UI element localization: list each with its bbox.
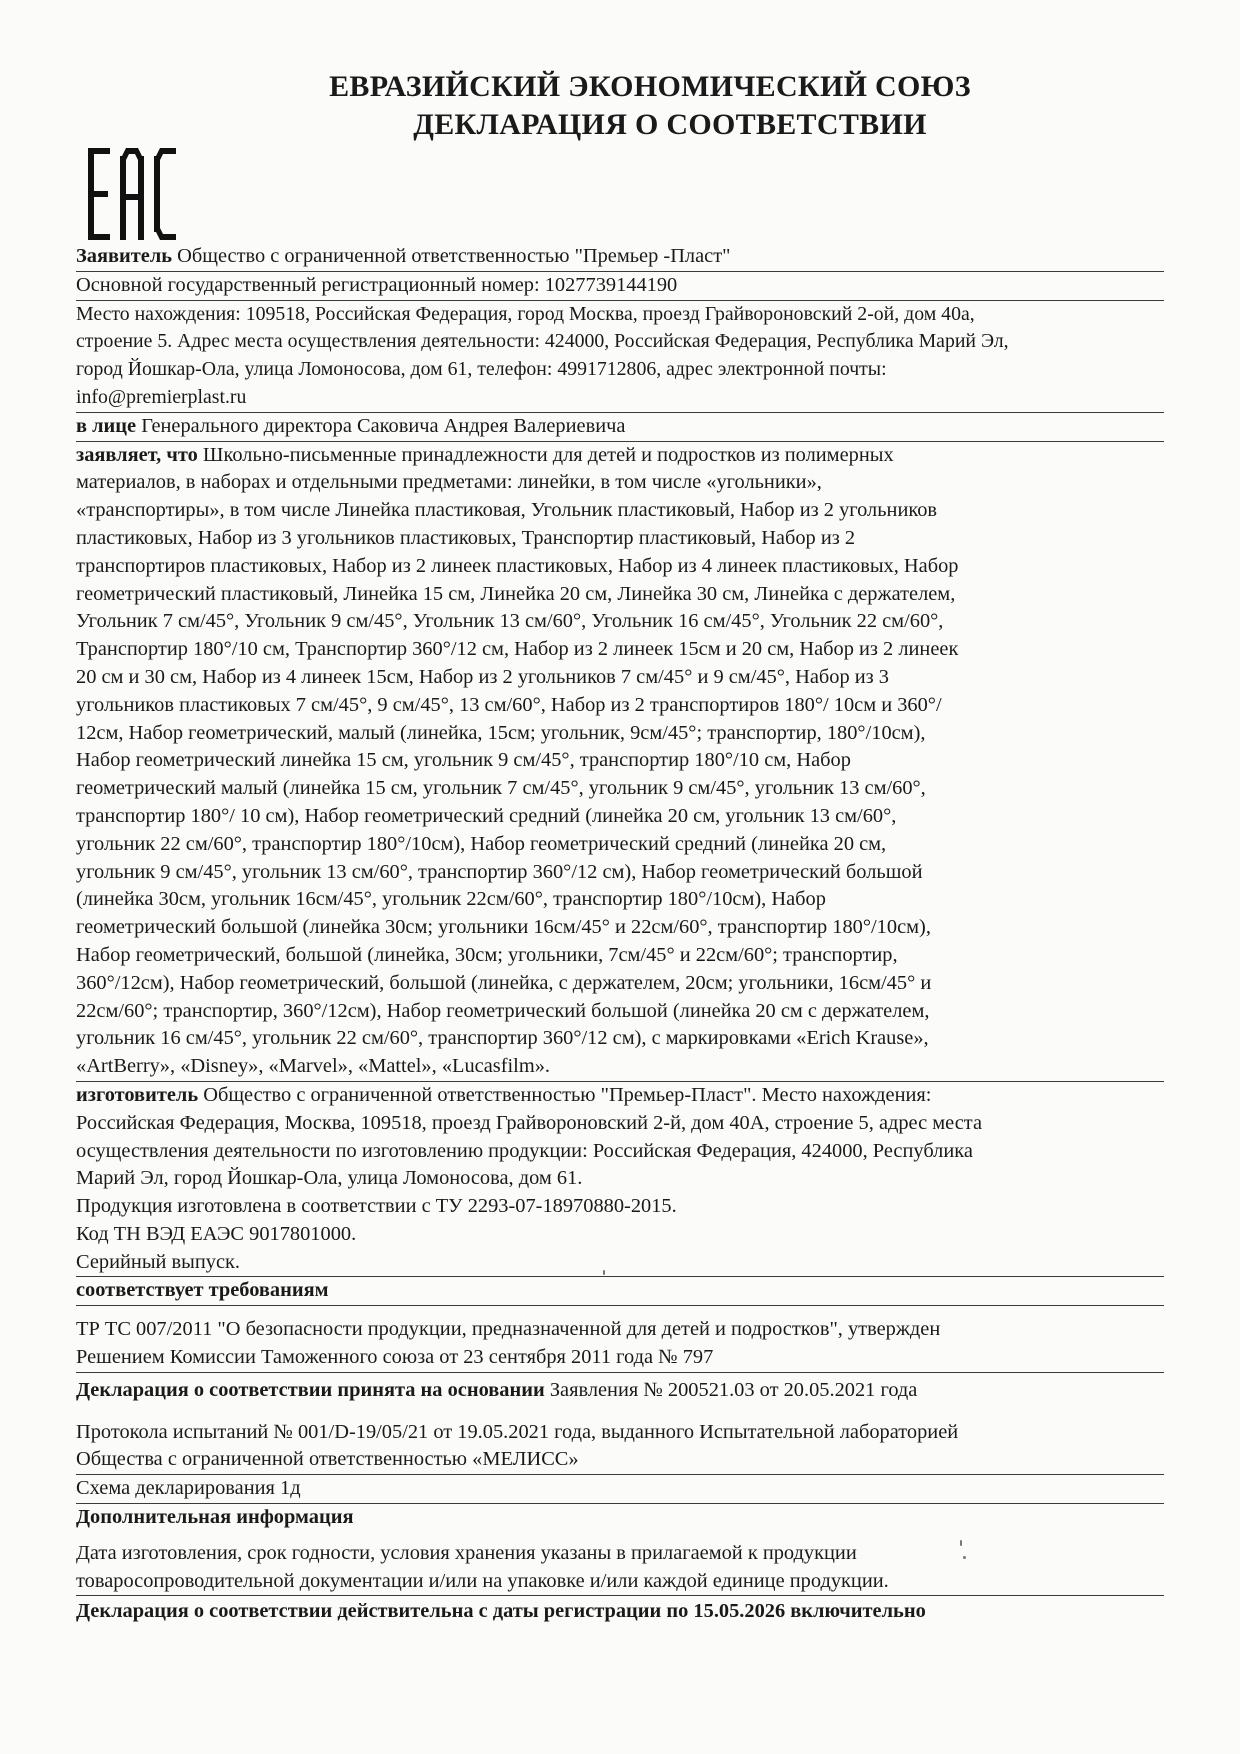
declaration-line: угольник 16 см/45°, угольник 22 см/60°, транспортир 360°/12 см), с маркировками «Erich Krause», [76, 1027, 929, 1050]
declaration-line: транспортиров пластиковых, Набор из 2 линеек пластиковых, Набор из 4 линеек пластиковых, Набор [76, 554, 959, 577]
address-line: info@premierplast.ru [76, 385, 247, 408]
declaration-line: Набор геометрический линейка 15 см, угольник 9 см/45°, транспортир 180°/10 см, Набор [76, 749, 851, 772]
declaration-line: угольников пластиковых 7 см/45°, 9 см/45°, 13 см/60°, Набор из 2 транспортиров 180°/ 10см и 360°/ [76, 693, 942, 716]
additional-label: Дополнительная информация [76, 1506, 354, 1529]
spacer [76, 1405, 1164, 1419]
declaration-line: «ArtBerry», «Disney», «Marvel», «Mattel», «Lucasfilm». [76, 1055, 550, 1078]
validity-text: Декларация о соответствии действительна с даты регистрации по 15.05.2026 включительно [76, 1600, 926, 1623]
manufacturer-tu: Продукция изготовлена в соответствии с ТУ 2293-07-18970880-2015. [76, 1195, 677, 1218]
applicant-name: Общество с ограниченной ответственностью "Премьер -Пласт" [177, 245, 731, 267]
declaration-line: 22см/60°; транспортир, 360°/12см), Набор геометрический большой (линейка 20 см с держателем, [76, 999, 930, 1022]
spacer [76, 1532, 1164, 1540]
representative-text: Генерального директора Саковича Андрея Валериевича [141, 414, 626, 437]
declaration-line: угольник 22 см/60°, транспортир 180°/10см), Набор геометрический средний (линейка 20 см, [76, 832, 887, 855]
declaration-section [76, 442, 1164, 1082]
manufacturer-line: Марий Эл, город Йошкар-Ола, улица Ломоносова, дом 61. [76, 1167, 583, 1190]
declaration-line: 12см, Набор геометрический, малый (линейка, 15см; угольник, 9см/45°; транспортир, 180°/10см), [76, 721, 926, 744]
declaration-line: «транспортиры», в том числе Линейка пластиковая, Угольник пластиковый, Набор из 2 угольников [76, 499, 938, 522]
manufacturer-section [76, 1082, 1164, 1278]
basis-text: Заявления № 200521.03 от 20.05.2021 года [549, 1378, 918, 1401]
document-header [0, 68, 1240, 144]
manufacturer-line: изготовитель Общество с ограниченной ответственностью "Премьер-Пласт". Место нахождения: [76, 1083, 932, 1106]
declaration-line: Набор геометрический, большой (линейка, 30см; угольники, 7см/45° и 22см/60°; транспортир, [76, 943, 898, 966]
additional-line: товаросопроводительной документации и/или на упаковке и/или каждой единице продукции. [76, 1568, 1164, 1597]
requirements-label-row [76, 1277, 1164, 1306]
validity-row [76, 1598, 1164, 1626]
eac-logo-icon [88, 148, 176, 240]
basis-row [76, 1377, 1164, 1405]
manufacturer-label: изготовитель [76, 1083, 199, 1106]
manufacturer-code: Код ТН ВЭД ЕАЭС 9017801000. [76, 1222, 357, 1245]
address-line: строение 5. Адрес места осуществления деятельности: 424000, Российская Федерация, Республика Марий Эл, [76, 330, 1009, 353]
scan-speck [963, 1556, 966, 1559]
scan-speck [603, 1270, 605, 1275]
declaration-line: (линейка 30см, угольник 16см/45°, угольник 22см/60°, транспортир 180°/10см), Набор [76, 888, 826, 911]
requirements-line: ТР ТС 007/2011 "О безопасности продукции, предназначенной для детей и подростков", утвержден [76, 1318, 941, 1341]
additional-label-row [76, 1504, 1164, 1532]
representative-row [76, 413, 1164, 442]
declaration-label: заявляет, что [76, 443, 198, 466]
applicant-address [76, 301, 1164, 413]
declaration-line: угольник 9 см/45°, угольник 13 см/60°, транспортир 360°/12 см), Набор геометрический большой [76, 860, 923, 883]
address-line: Место нахождения: 109518, Российская Федерация, город Москва, проезд Грайвороновский 2-ой, дом 40а, [76, 302, 975, 325]
applicant-name-row [76, 243, 1164, 272]
manufacturer-line: осуществления деятельности по изготовлению продукции: Российская Федерация, 424000, Республика [76, 1139, 973, 1162]
address-line: город Йошкар-Ола, улица Ломоносова, дом 61, телефон: 4991712806, адрес электронной почты: [76, 358, 887, 381]
applicant-label: Заявитель [76, 245, 173, 267]
basis-label: Декларация о соответствии принята на основании [76, 1378, 545, 1401]
scan-speck [960, 1540, 962, 1546]
declaration-line: заявляет, что Школьно-письменные принадлежности для детей и подростков из полимерных [76, 443, 894, 466]
declaration-scheme: Схема декларирования 1д [76, 1475, 1164, 1504]
representative-label: в лице [76, 414, 137, 437]
protocol-line: Протокола испытаний № 001/D-19/05/21 от 19.05.2021 года, выданного Испытательной лабораторией [76, 1420, 959, 1443]
declaration-line: 20 см и 30 см, Набор из 4 линеек 15см, Набор из 2 угольников 7 см/45° и 9 см/45°, Набор из 3 [76, 665, 890, 688]
declaration-line: геометрический пластиковый, Линейка 15 см, Линейка 20 см, Линейка 30 см, Линейка с держателем, [76, 582, 956, 605]
spacer [76, 1306, 1164, 1316]
manufacturer-line: Российская Федерация, Москва, 109518, проезд Грайвороновский 2-й, дом 40А, строение 5, адрес места [76, 1111, 982, 1134]
manufacturer-serial: Серийный выпуск. [76, 1249, 1164, 1278]
declaration-line: транспортир 180°/ 10 см), Набор геометрический средний (линейка 20 см, угольник 13 см/60°, [76, 804, 897, 827]
additional-line: Дата изготовления, срок годности, условия хранения указаны в прилагаемой к продукции [76, 1541, 857, 1564]
declaration-line: геометрический большой (линейка 30см; угольники 16см/45° и 22см/60°, транспортир 180°/10см), [76, 916, 931, 939]
declaration-line: Транспортир 180°/10 см, Транспортир 360°/12 см, Набор из 2 линеек 15см и 20 см, Набор из 2 линеек [76, 638, 959, 661]
declaration-line: геометрический малый (линейка 15 см, угольник 7 см/45°, угольник 9 см/45°, угольник 13 см/60°, [76, 777, 926, 800]
declaration-line: Угольник 7 см/45°, Угольник 9 см/45°, Угольник 13 см/60°, Угольник 16 см/45°, Угольник 22 см/60°, [76, 610, 944, 633]
declaration-body [76, 243, 1164, 1626]
declaration-line: 360°/12см), Набор геометрический, большой (линейка, с держателем, 20см; угольники, 16см/45° и [76, 971, 932, 994]
union-title: ЕВРАЗИЙСКИЙ ЭКОНОМИЧЕСКИЙ СОЮЗ [329, 70, 971, 103]
requirements-label: соответствует требованиям [76, 1279, 329, 1302]
document-title: ДЕКЛАРАЦИЯ О СООТВЕТСТВИИ [413, 108, 927, 141]
declaration-line: пластиковых, Набор из 3 угольников пластиковых, Транспортир пластиковый, Набор из 2 [76, 526, 856, 549]
requirements-line: Решением Комиссии Таможенного союза от 23 сентября 2011 года № 797 [76, 1344, 1164, 1373]
declaration-line: материалов, в наборах и отдельными предметами: линейки, в том числе «угольники», [76, 471, 822, 494]
protocol-line: Общества с ограниченной ответственностью «МЕЛИСС» [76, 1446, 1164, 1475]
applicant-ogrn: Основной государственный регистрационный номер: 1027739144190 [76, 272, 1164, 301]
